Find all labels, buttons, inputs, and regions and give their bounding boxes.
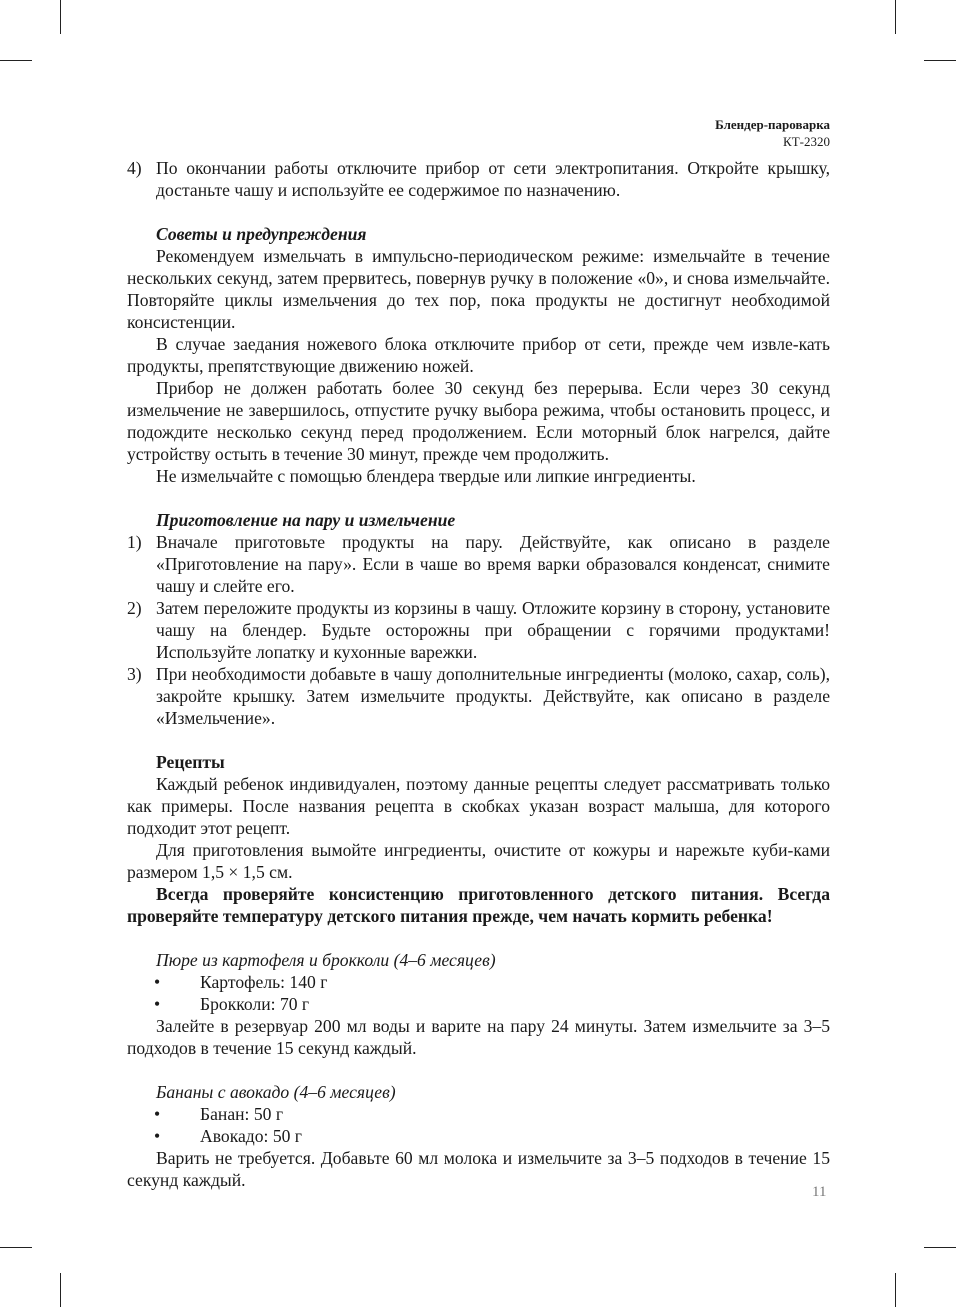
step-number: 3) xyxy=(127,664,142,684)
crop-mark xyxy=(895,0,896,34)
recipe-title: Пюре из картофеля и брокколи (4–6 месяцев) xyxy=(156,950,496,970)
step-text: При необходимости добавьте в чашу дополнительные ингредиенты (молоко, сахар, соль), закройте крышку. Затем измельчите продукты. Действуйте, как описано в разделе «Измельчение». xyxy=(156,664,830,728)
running-header xyxy=(715,116,830,150)
page-number: 11 xyxy=(812,1184,827,1200)
recipes-paragraph: Для приготовления вымойте ингредиенты, очистите от кожуры и нарежьте куби-ками размером 1,5 × 1,5 см. xyxy=(127,840,830,882)
step-number: 2) xyxy=(127,598,142,618)
steam-heading: Приготовление на пару и измельчение xyxy=(156,510,456,530)
ingredient-item xyxy=(127,1103,830,1125)
tips-paragraph: В случае заедания ножевого блока отключите прибор от сети, прежде чем извле-кать продукты, препятствующие движению ножей. xyxy=(127,334,830,376)
steam-step xyxy=(127,597,830,663)
recipe-instructions: Залейте в резервуар 200 мл воды и варите на пару 24 минуты. Затем измельчите за 3–5 подходов в течение 15 секунд каждый. xyxy=(127,1016,830,1058)
bullet-icon: • xyxy=(154,994,161,1014)
recipe-title: Бананы с авокадо (4–6 месяцев) xyxy=(156,1082,396,1102)
recipes-paragraph: Каждый ребенок индивидуален, поэтому данные рецепты следует рассматривать только как примеры. После названия рецепта в скобках указан возраст малыша, для которого подходит этот рецепт. xyxy=(127,774,830,838)
crop-mark xyxy=(0,1247,32,1248)
steam-step xyxy=(127,531,830,597)
step-text: Затем переложите продукты из корзины в чашу. Отложите корзину в сторону, установите чашу на блендер. Будьте осторожны при обращении с горячими продуктами! Используйте лопатку и кухонные варежки. xyxy=(156,598,830,662)
recipes-warning: Всегда проверяйте консистенцию приготовленного детского питания. Всегда проверяйте температуру детского питания прежде, чем начать кормить ребенка! xyxy=(127,884,830,926)
step-text: Вначале приготовьте продукты на пару. Действуйте, как описано в разделе «Приготовление на пару». Если в чаше во время варки образовался конденсат, снимите чашу и слейте его. xyxy=(156,532,830,596)
bullet-icon: • xyxy=(154,1126,161,1146)
header-title: Блендер-пароварка xyxy=(715,117,830,132)
page-body xyxy=(127,157,830,1191)
tips-paragraph: Рекомендуем измельчать в импульсно-периодическом режиме: измельчайте в течение нескольких секунд, затем прервитесь, повернув ручку в положение «0», и снова измельчайте. Повторяйте циклы измельчения до тех пор, пока продукты не достигнут необходимой консистенции. xyxy=(127,246,830,332)
ingredient-text: Банан: 50 г xyxy=(200,1104,284,1124)
step-4 xyxy=(127,157,830,201)
ingredient-text: Брокколи: 70 г xyxy=(200,994,310,1014)
recipes-heading: Рецепты xyxy=(156,752,225,772)
crop-mark xyxy=(895,1273,896,1307)
bullet-icon: • xyxy=(154,1104,161,1124)
steam-step xyxy=(127,663,830,729)
recipe-instructions: Варить не требуется. Добавьте 60 мл молока и измельчите за 3–5 подходов в течение 15 секунд каждый. xyxy=(127,1148,830,1190)
ingredient-item xyxy=(127,993,830,1015)
tips-heading: Советы и предупреждения xyxy=(156,224,367,244)
tips-paragraph: Прибор не должен работать более 30 секунд без перерыва. Если через 30 секунд измельчение не завершилось, отпустите ручку выбора режима, чтобы остановить процесс, и подождите несколько секунд перед продолжением. Если моторный блок нагрелся, дайте устройству остыть в течение 30 минут, прежде чем продолжить. xyxy=(127,378,830,464)
step-number: 1) xyxy=(127,532,142,552)
bullet-icon: • xyxy=(154,972,161,992)
tips-paragraph: Не измельчайте с помощью блендера твердые или липкие ингредиенты. xyxy=(156,466,696,486)
crop-mark xyxy=(0,60,32,61)
crop-mark xyxy=(60,0,61,34)
header-model: КТ-2320 xyxy=(783,134,830,149)
step-number: 4) xyxy=(127,158,142,178)
crop-mark xyxy=(924,60,956,61)
ingredient-item xyxy=(127,971,830,993)
ingredient-item xyxy=(127,1125,830,1147)
step-text: По окончании работы отключите прибор от сети электропитания. Откройте крышку, достаньте чашу и используйте ее содержимое по назначению. xyxy=(156,158,830,200)
crop-mark xyxy=(60,1273,61,1307)
ingredient-text: Авокадо: 50 г xyxy=(200,1126,303,1146)
crop-mark xyxy=(924,1247,956,1248)
ingredient-text: Картофель: 140 г xyxy=(200,972,328,992)
